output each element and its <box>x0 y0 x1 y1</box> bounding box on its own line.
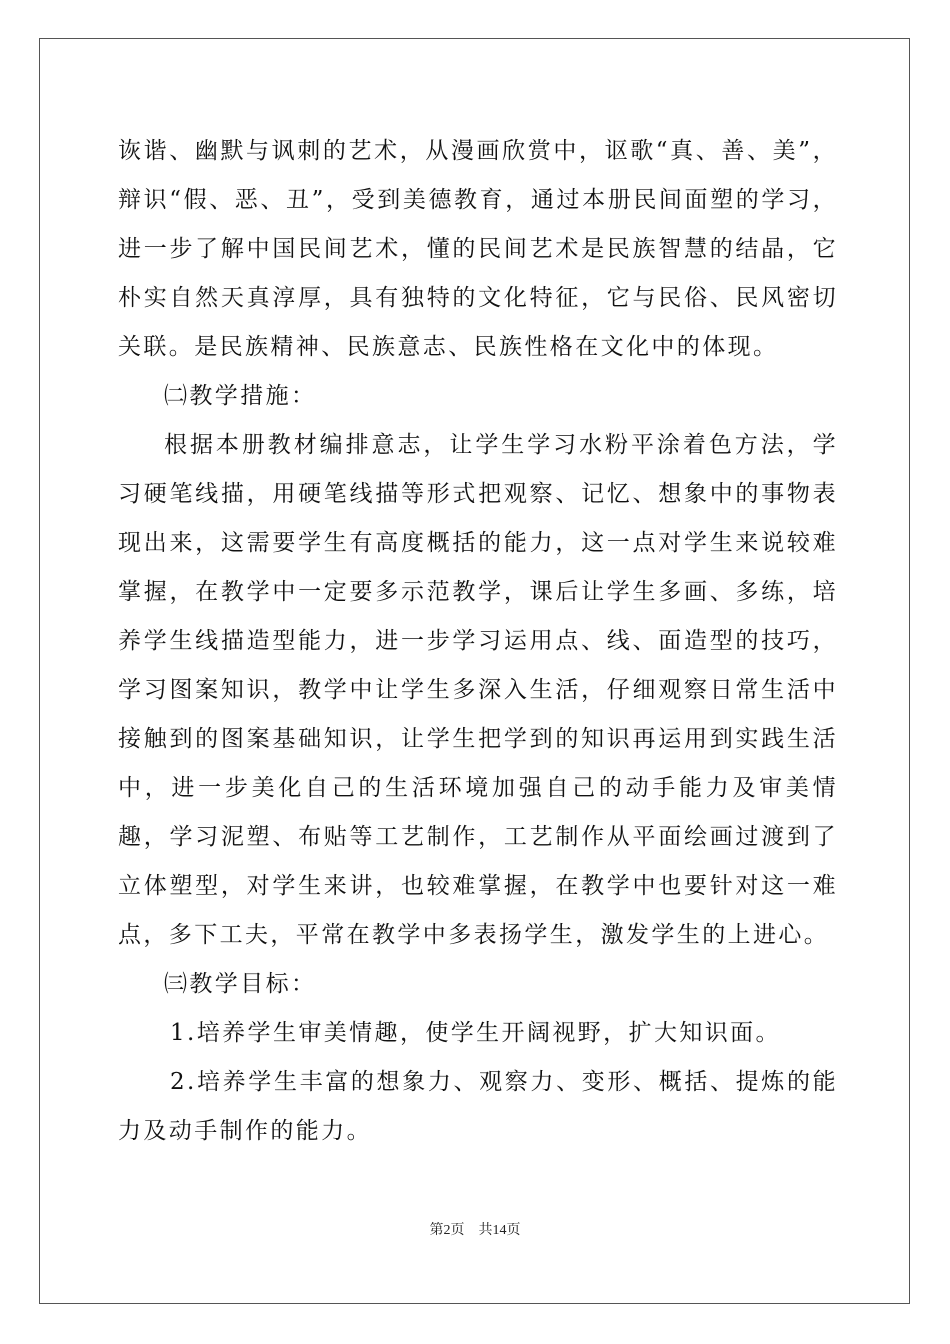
paragraph-art-appreciation: 诙谐、幽默与讽刺的艺术，从漫画欣赏中，讴歌“真、善、美”，辩识“假、恶、丑”，受到美德教育，通过本册民间面塑的学习，进一步了解中国民间艺术，懂的民间艺术是民族智慧的结晶，它朴实自然天真淳厚，具有独特的文化特征，它与民俗、民风密切关联。是民族精神、民族意志、民族性格在文化中的体现。 <box>118 138 838 360</box>
goal-item-2: 2.培养学生丰富的想象力、观察力、变形、概括、提炼的能力及动手制作的能力。 <box>118 1069 838 1144</box>
heading-teaching-measures: ㈡教学措施： <box>164 383 317 409</box>
paragraph-teaching-measures: 根据本册教材编排意志，让学生学习水粉平涂着色方法，学习硬笔线描，用硬笔线描等形式把观察、记忆、想象中的事物表现出来，这需要学生有高度概括的能力，这一点对学生来说较难掌握，在教学中一定要多示范教学，课后让学生多画、多练，培养学生线描造型能力，进一步学习运用点、线、面造型的技巧，学习图案知识，教学中让学生多深入生活，仔细观察日常生活中接触到的图案基础知识，让学生把学到的知识再运用到实践生活中，进一步美化自己的生活环境加强自己的动手能力及审美情趣，学习泥塑、布贴等工艺制作，工艺制作从平面绘画过渡到了立体塑型，对学生来讲，也较难掌握，在教学中也要针对这一难点，多下工夫，平常在教学中多表扬学生，激发学生的上进心。 <box>118 432 838 948</box>
page-number: 第2页 <box>429 1223 465 1238</box>
goal-item-1: 1.培养学生审美情趣，使学生开阔视野，扩大知识面。 <box>170 1020 781 1046</box>
page-footer <box>0 1219 950 1239</box>
page-total: 共14页 <box>478 1223 521 1238</box>
heading-teaching-goals: ㈢教学目标： <box>164 971 317 997</box>
document-body <box>118 127 838 1156</box>
